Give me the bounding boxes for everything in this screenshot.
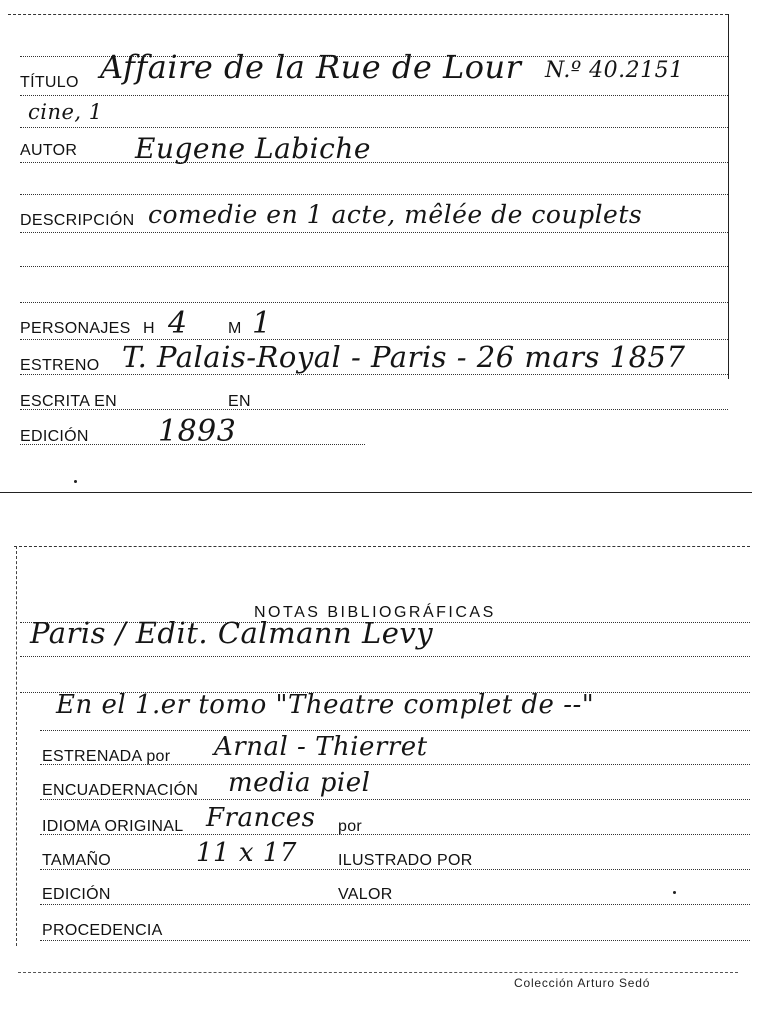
tamano-label: TAMAÑO	[42, 852, 112, 869]
ruled-line	[20, 409, 728, 410]
valor-label: VALOR	[338, 886, 393, 903]
idioma-value: Frances	[206, 803, 316, 833]
idioma-por-label: por	[338, 818, 363, 835]
procedencia-label: PROCEDENCIA	[42, 922, 163, 939]
descripcion-value: comedie en 1 acte, mêlée de couplets	[148, 200, 643, 229]
ruled-line	[20, 232, 728, 233]
ilustrado-por-label: ILUSTRADO POR	[338, 852, 473, 869]
personajes-label: PERSONAJES	[20, 320, 131, 337]
card2-left-edge	[16, 546, 17, 946]
titulo-note: cine, 1	[28, 100, 103, 124]
card1-bottom-edge	[0, 492, 752, 493]
encuadernacion-value: media piel	[228, 768, 371, 798]
personajes-h-value: 4	[168, 306, 188, 341]
estreno-label: ESTRENO	[20, 357, 100, 374]
card1-right-edge	[728, 14, 729, 379]
paper-speck	[74, 480, 77, 483]
collection-footer: Colección Arturo Sedó	[514, 976, 651, 990]
ruled-line	[20, 194, 728, 195]
nota-editorial: Paris / Edit. Calmann Levy	[30, 616, 434, 650]
titulo-ref-number: N.º 40.2151	[545, 58, 684, 83]
ruled-line	[40, 904, 750, 905]
card1-top-edge	[8, 14, 728, 15]
ruled-line	[40, 730, 750, 731]
notas-heading: NOTAS BIBLIOGRÁFICAS	[254, 604, 496, 621]
escrita-en-label: ESCRITA EN	[20, 393, 117, 410]
ruled-line	[20, 95, 728, 96]
autor-label: AUTOR	[20, 142, 78, 159]
card2-bottom-edge	[18, 972, 738, 973]
titulo-label: TÍTULO	[20, 74, 79, 91]
personajes-h-label: H	[143, 320, 155, 337]
escrita-en-en-label: EN	[228, 393, 251, 410]
nota-tomo: En el 1.er tomo "Theatre complet de --"	[56, 690, 595, 720]
personajes-m-label: M	[228, 320, 242, 337]
edicion-value: 1893	[158, 414, 237, 449]
card2-top-edge	[14, 546, 750, 547]
ruled-line	[40, 940, 750, 941]
titulo-value: Affaire de la Rue de Lour	[100, 48, 522, 86]
ruled-line	[20, 162, 728, 163]
encuadernacion-label: ENCUADERNACIÓN	[42, 782, 199, 799]
ruled-line	[20, 127, 728, 128]
paper-speck	[673, 891, 676, 894]
idioma-label: IDIOMA ORIGINAL	[42, 818, 184, 835]
ruled-line	[20, 656, 750, 657]
estrenada-label: ESTRENADA por	[42, 748, 171, 765]
ruled-line	[20, 302, 728, 303]
tamano-value: 11 x 17	[196, 838, 297, 868]
ruled-line	[20, 266, 728, 267]
ruled-line	[20, 374, 728, 375]
descripcion-label: DESCRIPCIÓN	[20, 212, 135, 229]
personajes-m-value: 1	[252, 306, 272, 341]
edicion-label: EDICIÓN	[20, 428, 89, 445]
estrenada-value: Arnal - Thierret	[214, 732, 428, 762]
edicion2-label: EDICIÓN	[42, 886, 111, 903]
estreno-value: T. Palais-Royal - Paris - 26 mars 1857	[122, 340, 686, 374]
autor-value: Eugene Labiche	[135, 132, 371, 165]
